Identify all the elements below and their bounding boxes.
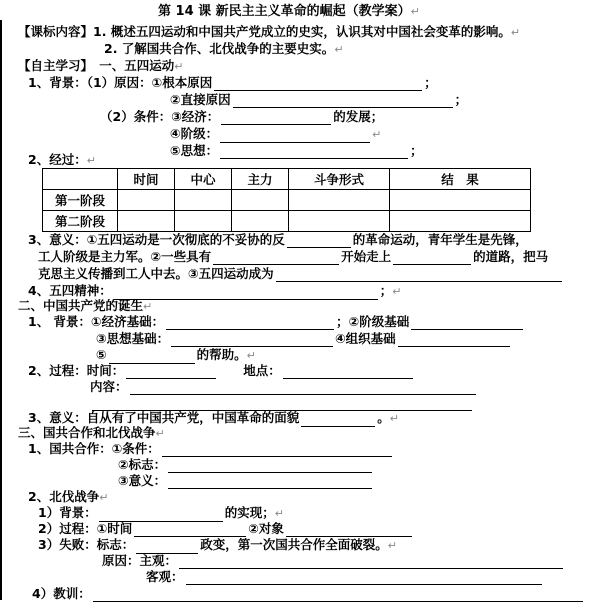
table-row [43, 190, 531, 211]
ccp-process-line: 2、过程：时间： 地点： [28, 363, 415, 379]
table-cell [118, 211, 175, 232]
direct-cause-line: ②直接原因 ； [170, 92, 468, 107]
class-line: ④阶级： ↵ [170, 126, 382, 141]
cooperation-condition-line: 1、国共合作：①条件： [28, 441, 394, 457]
expedition-process-line: 2）过程：①时间 ②对象 [38, 521, 414, 537]
table-header-cell: 时间 [118, 169, 175, 190]
ccp-background-line-2: ③思想基础： ④组织基础 [96, 331, 512, 347]
table-cell [289, 190, 390, 211]
table-cell [390, 211, 531, 232]
table-cell [232, 190, 289, 211]
significance-line-1: 3、意义：①五四运动是一次彻底的不妥协的反 的革命运动，青年学生是先锋， [28, 232, 528, 247]
thought-line: ⑤思想： ； [170, 143, 423, 158]
section-two-heading: 二、中国共产党的诞生↵ [18, 298, 153, 313]
ccp-content-line-2 [90, 395, 474, 411]
conditions-line: （2）条件：③经济： 的发展； [100, 109, 384, 124]
northern-expedition-heading: 2、北伐战争↵ [28, 489, 109, 504]
page-title: 第 14 课 新民主主义革命的崛起（教学案）↵ [158, 4, 420, 19]
table-header-cell: 结 果 [390, 169, 531, 190]
table-row [43, 211, 531, 232]
ccp-content-line: 内容： [90, 379, 478, 395]
cooperation-significance-line: ③意义： [118, 473, 374, 489]
section-three-heading: 三、国共合作和北伐战争↵ [18, 425, 165, 440]
stages-table [42, 168, 531, 232]
table-cell [175, 190, 232, 211]
table-cell [289, 211, 390, 232]
page-left-edge [0, 20, 2, 600]
table-header-cell: 斗争形式 [289, 169, 390, 190]
table-header-row [43, 169, 531, 190]
table-cell [118, 190, 175, 211]
table-cell [232, 211, 289, 232]
expedition-failure-line: 3）失败：标志： 政变，第一次国共合作全面破裂。↵ [38, 537, 397, 552]
expedition-background-line: 1）背景： 的实现；↵ [38, 505, 284, 520]
significance-line-2: 工人阶级是主力军。②一些具有 开始走上 的道路，把马 [38, 249, 549, 264]
cooperation-sign-line: ②标志： [118, 457, 374, 473]
curriculum-line-1: 【课标内容】1. 概述五四运动和中国共产党成立的史实，认识其对中国社会变革的影响。↵ [18, 24, 521, 39]
table-corner-cell [43, 169, 118, 190]
table-row-label: 第二阶段 [43, 211, 118, 232]
table-header-cell: 中心 [175, 169, 232, 190]
curriculum-line-2: 2. 了解国共合作、北伐战争的主要史实。↵ [104, 41, 344, 56]
may-fourth-spirit: 4、五四精神： ；↵ [28, 283, 402, 298]
table-header-cell: 主力 [232, 169, 289, 190]
ccp-significance-line: 3、意义：自从有了中国共产党，中国革命的面貌 。↵ [28, 410, 399, 425]
significance-line-3: 克思主义传播到工人中去。③五四运动成为 [38, 266, 564, 282]
lessons-line: 4）教训： [32, 586, 585, 602]
failure-cause-objective: 客观： [146, 569, 544, 585]
ccp-background-line-3: ⑤ 的帮助。↵ [96, 347, 256, 362]
background-line: 1、背景：（1）原因：①根本原因 ； [28, 75, 437, 90]
table-cell [390, 190, 531, 211]
process-label: 2、经过：↵ [28, 152, 96, 167]
table-row-label: 第一阶段 [43, 190, 118, 211]
failure-cause-subjective: 原因：主观： [102, 553, 565, 569]
table-cell [175, 211, 232, 232]
self-study-heading: 【自主学习】 一、五四运动↵ [18, 58, 184, 73]
ccp-background-line-1: 1、 背景：①经济基础： ；②阶级基础 [28, 314, 525, 330]
